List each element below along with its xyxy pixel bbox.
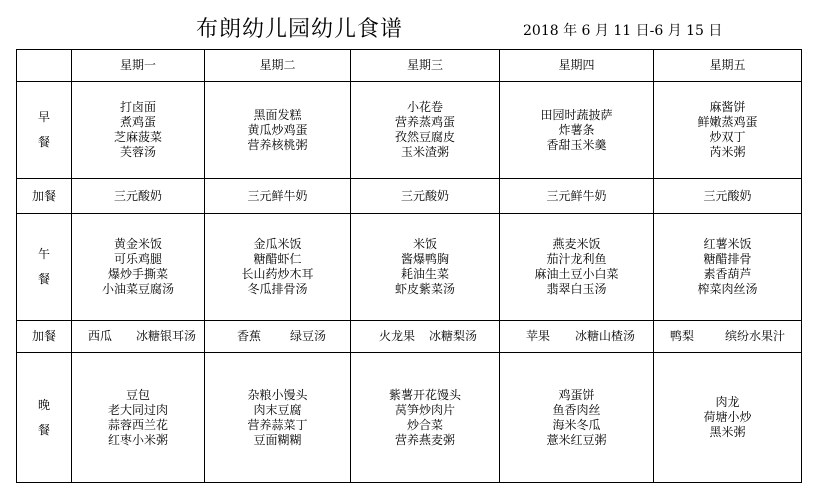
menu-cell: 三元酸奶: [654, 179, 802, 214]
day-header: 星期五: [654, 50, 802, 82]
menu-cell: [654, 321, 802, 353]
menu-item: 豆包: [125, 387, 150, 402]
menu-cell: 三元酸奶: [351, 179, 500, 214]
menu-cell: [654, 82, 802, 179]
menu-item: 可乐鸡腿: [113, 252, 162, 266]
menu-item: 肉末豆腐: [253, 402, 302, 417]
menu-item: 黑米粥: [709, 425, 746, 439]
menu-item: 田园时蔬披萨: [540, 107, 613, 122]
menu-cell: [72, 321, 205, 353]
menu-item: 莴笋炒肉片: [394, 402, 455, 417]
menu-cell: [72, 82, 205, 179]
menu-item: 芙蓉汤: [119, 145, 156, 159]
menu-cell: [205, 321, 351, 353]
menu-cell: [205, 82, 351, 179]
menu-item: 营养蒸鸡蛋: [394, 115, 455, 129]
menu-item: 小油菜豆腐汤: [101, 282, 174, 296]
menu-item: 燕麦米饭: [552, 237, 601, 251]
menu-item: 黄金米饭: [113, 237, 162, 251]
date-range: 2018 年 6 月 11 日-6 月 15 日: [523, 23, 723, 39]
menu-item: 麻酱饼: [709, 100, 746, 114]
menu-cell: 三元鲜牛奶: [500, 179, 654, 214]
menu-cell: [654, 353, 802, 483]
menu-item: 鲜嫩蒸鸡蛋: [697, 115, 758, 129]
snack-row-afternoon: [17, 321, 802, 353]
menu-item: 素香葫芦: [703, 267, 752, 281]
menu-cell: [72, 214, 205, 321]
dinner-row: [17, 353, 802, 483]
menu-cell: [351, 82, 500, 179]
meal-label-breakfast: 早 餐: [17, 82, 72, 179]
menu-item: 香甜玉米羹: [546, 137, 607, 152]
menu-item: 冰糖银耳汤: [135, 329, 196, 343]
menu-item: 蒜蓉西兰花: [107, 417, 168, 432]
menu-item: 冰糖山楂汤: [574, 329, 635, 343]
menu-item: 鸡蛋饼: [558, 387, 595, 402]
menu-item: 芝麻菠菜: [113, 130, 162, 144]
menu-item: 老大同过肉: [107, 402, 168, 417]
menu-item: 冰糖梨汤: [428, 329, 477, 343]
menu-item: 冬瓜排骨汤: [247, 282, 308, 296]
menu-cell: [500, 214, 654, 321]
menu-item: 营养燕麦粥: [394, 432, 455, 447]
meal-label-dinner: 晚 餐: [17, 353, 72, 483]
meal-label-snack: 加餐: [17, 179, 72, 214]
menu-item: 长山药炒木耳: [241, 267, 314, 281]
menu-item: 耗油生菜: [400, 267, 449, 281]
day-header: 星期二: [205, 50, 351, 82]
header-row: [17, 50, 802, 82]
menu-item: 红枣小米粥: [107, 432, 168, 447]
day-header: 星期一: [72, 50, 205, 82]
menu-item: 炸薯条: [558, 122, 595, 137]
menu-item: 杂粮小馒头: [247, 387, 308, 402]
menu-cell: [72, 353, 205, 483]
lunch-row: [17, 214, 802, 321]
menu-item: 虾皮紫菜汤: [394, 282, 455, 296]
menu-item: 豆面糊糊: [253, 432, 302, 447]
menu-cell: [500, 353, 654, 483]
meal-label-lunch: 午 餐: [17, 214, 72, 321]
menu-item: 米饭: [412, 237, 437, 251]
menu-cell: 三元鲜牛奶: [205, 179, 351, 214]
menu-cell: [205, 353, 351, 483]
corner-cell: [17, 50, 72, 82]
menu-cell: [351, 321, 500, 353]
menu-cell: [654, 214, 802, 321]
menu-item: 绿豆汤: [289, 329, 326, 343]
menu-item: 孜然豆腐皮: [394, 130, 455, 144]
menu-item: 炒合菜: [406, 417, 443, 432]
menu-item: 红薯米饭: [703, 237, 752, 251]
meal-label-snack: 加餐: [17, 321, 72, 353]
menu-item: 榨菜肉丝汤: [697, 282, 758, 296]
menu-item: 海米冬瓜: [552, 417, 601, 432]
menu-item: 打卤面: [119, 100, 156, 114]
menu-item: 小花卷: [406, 100, 443, 114]
menu-item: 薏米红豆粥: [546, 432, 607, 447]
menu-item: 营养核桃粥: [247, 137, 308, 152]
menu-item: 鱼香肉丝: [552, 402, 601, 417]
menu-item: 糖醋排骨: [703, 252, 752, 266]
menu-cell: [351, 353, 500, 483]
menu-item: 翡翠白玉汤: [546, 282, 607, 296]
menu-cell: [351, 214, 500, 321]
menu-item: 玉米渣粥: [400, 145, 449, 159]
day-header: 星期三: [351, 50, 500, 82]
menu-cell: [205, 214, 351, 321]
menu-item: 芮米粥: [709, 145, 746, 159]
menu-table: [16, 49, 802, 483]
menu-item: 煮鸡蛋: [119, 115, 156, 129]
menu-item: 缤纷水果汁: [724, 329, 785, 343]
menu-item: 酱爆鸭胸: [400, 252, 449, 266]
snack-row-morning: [17, 179, 802, 214]
menu-item: 肉龙: [715, 395, 740, 409]
menu-item: 荷塘小炒: [703, 410, 752, 424]
menu-item: 糖醋虾仁: [253, 252, 302, 266]
menu-item: 炒双丁: [709, 130, 746, 144]
menu-item: 黄瓜炒鸡蛋: [247, 122, 308, 137]
menu-cell: [500, 321, 654, 353]
menu-cell: 三元酸奶: [72, 179, 205, 214]
menu-cell: [500, 82, 654, 179]
menu-item: 黑面发糕: [253, 107, 302, 122]
menu-item: 苹果: [526, 329, 551, 343]
menu-item: 营养蒜菜丁: [247, 417, 308, 432]
day-header: 星期四: [500, 50, 654, 82]
menu-item: 金瓜米饭: [253, 237, 302, 251]
menu-item: 香蕉: [237, 329, 262, 343]
menu-item: 麻油土豆小白菜: [534, 267, 619, 281]
breakfast-row: [17, 82, 802, 179]
menu-item: 西瓜: [88, 329, 113, 343]
menu-item: 紫薯开花馒头: [388, 387, 461, 402]
menu-item: 鸭梨: [670, 329, 695, 343]
menu-item: 火龙果: [379, 329, 416, 343]
page-title: 布朗幼儿园幼儿食谱: [196, 17, 404, 42]
menu-item: 茄汁龙利鱼: [546, 252, 607, 266]
menu-item: 爆炒手撕菜: [107, 267, 168, 281]
